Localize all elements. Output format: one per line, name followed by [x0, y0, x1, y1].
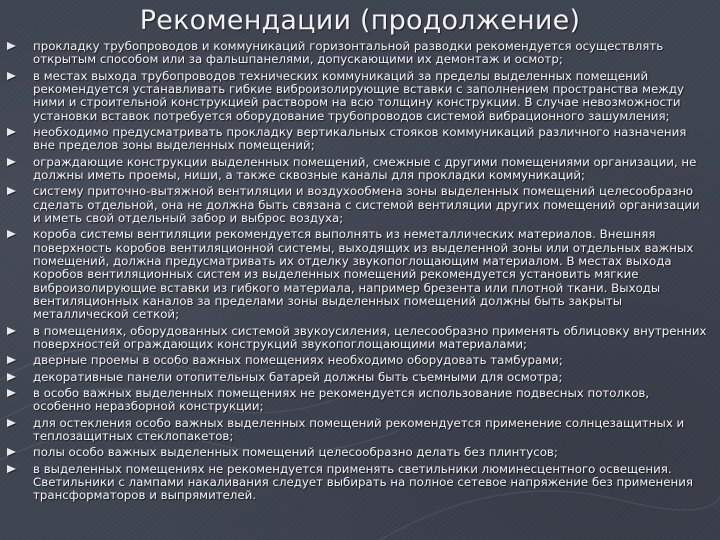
- triangle-arrow-icon: [7, 230, 16, 238]
- list-item-text: короба системы вентиляции рекомендуется выполнять из неметаллических материалов. Внешняя поверхность коробов вентиляционной системы, выходящих из выделенной зоны или отдельных важных помещений, должна предусматривать их отделку звукопоглощающим материалом. В местах выхода коробов вентиляционных систем из выделенных помещений рекомендуется установить мягкие виброизолирующие вставки из гибкого материала, например брезента или плотной ткани. Выходы вентиляционных каналов за пределами зоны выделенных помещений должны быть закрыты металлической сеткой;: [33, 227, 694, 322]
- triangle-arrow-icon: [7, 327, 16, 335]
- triangle-arrow-icon: [7, 373, 16, 381]
- list-item-text: систему приточно-вытяжной вентиляции и воздухообмена зоны выделенных помещений целесообразно сделать отдельной, она не должна быть связана с системой вентиляции других помещений организации и иметь свой отдельный забор и выброс воздуха;: [33, 184, 700, 225]
- list-item: [6, 387, 708, 414]
- list-item: [6, 325, 708, 352]
- triangle-arrow-icon: [7, 448, 16, 456]
- list-item-text: полы особо важных выделенных помещений целесообразно делать без плинтусов;: [33, 445, 558, 460]
- list-item-text: декоративные панели отопительных батарей должны быть съемными для осмотра;: [33, 369, 563, 384]
- slide-title: Рекомендации (продолжение): [139, 5, 581, 36]
- list-item-text: необходимо предусматривать прокладку вертикальных стояков коммуникаций различного назначения вне пределов зоны выделенных помещений;: [33, 124, 687, 153]
- triangle-arrow-icon: [7, 42, 16, 50]
- list-item: [6, 70, 708, 123]
- triangle-arrow-icon: [7, 187, 16, 195]
- triangle-arrow-icon: [7, 356, 16, 364]
- list-item: [6, 40, 708, 67]
- list-item: [6, 463, 708, 503]
- list-item: [6, 156, 708, 183]
- triangle-arrow-icon: [7, 465, 16, 473]
- list-item-text: прокладку трубопроводов и коммуникаций горизонтальной разводки рекомендуется осуществлять открытым способом или за фальшпанелями, допускающими их демонтаж и осмотр;: [33, 39, 664, 67]
- list-item-text: в выделенных помещениях не рекомендуется применять светильники люминесцентного освещения. Светильники с лампами накаливания следует выбирать на полное сетевое напряжение без применения трансформаторов и выпрямителей.: [33, 461, 693, 503]
- triangle-arrow-icon: [7, 419, 16, 427]
- list-item: [6, 446, 708, 459]
- bullet-list: [6, 40, 708, 506]
- list-item-text: в особо важных выделенных помещениях не рекомендуется использование подвесных потолков, особенно неразборной конструкции;: [33, 385, 650, 414]
- list-item: [6, 371, 708, 384]
- list-item: [6, 126, 708, 153]
- list-item-text: ограждающие конструкции выделенных помещений, смежные с другими помещениями организации, не должны иметь проемы, ниши, а также сквозные каналы для прокладки коммуникаций;: [33, 154, 697, 182]
- list-item-text: в местах выхода трубопроводов технических коммуникаций за пределы выделенных помещений рекомендуется устанавливать гибкие виброизолирующие вставки с заполнением пространства между ними и строительной конструкцией раствором на всю толщину конструкции. В случае невозможности установки вставок потребуется оборудование трубопроводов системой вибрационного зашумления;: [33, 68, 684, 123]
- triangle-arrow-icon: [7, 389, 16, 397]
- triangle-arrow-icon: [7, 158, 16, 166]
- list-item-text: дверные проемы в особо важных помещениях необходимо оборудовать тамбурами;: [33, 353, 563, 368]
- list-item-text: для остекления особо важных выделенных помещений рекомендуется применение солнцезащитных и теплозащитных стеклопакетов;: [33, 415, 685, 443]
- triangle-arrow-icon: [7, 128, 16, 136]
- triangle-arrow-icon: [7, 72, 16, 80]
- list-item-text: в помещениях, оборудованных системой звукоусиления, целесообразно применять облицовку внутренних поверхностей ограждающих конструкций звукопоглощающими материалами;: [33, 323, 707, 351]
- list-item: [6, 228, 708, 321]
- list-item: [6, 354, 708, 367]
- list-item: [6, 185, 708, 225]
- list-item: [6, 417, 708, 444]
